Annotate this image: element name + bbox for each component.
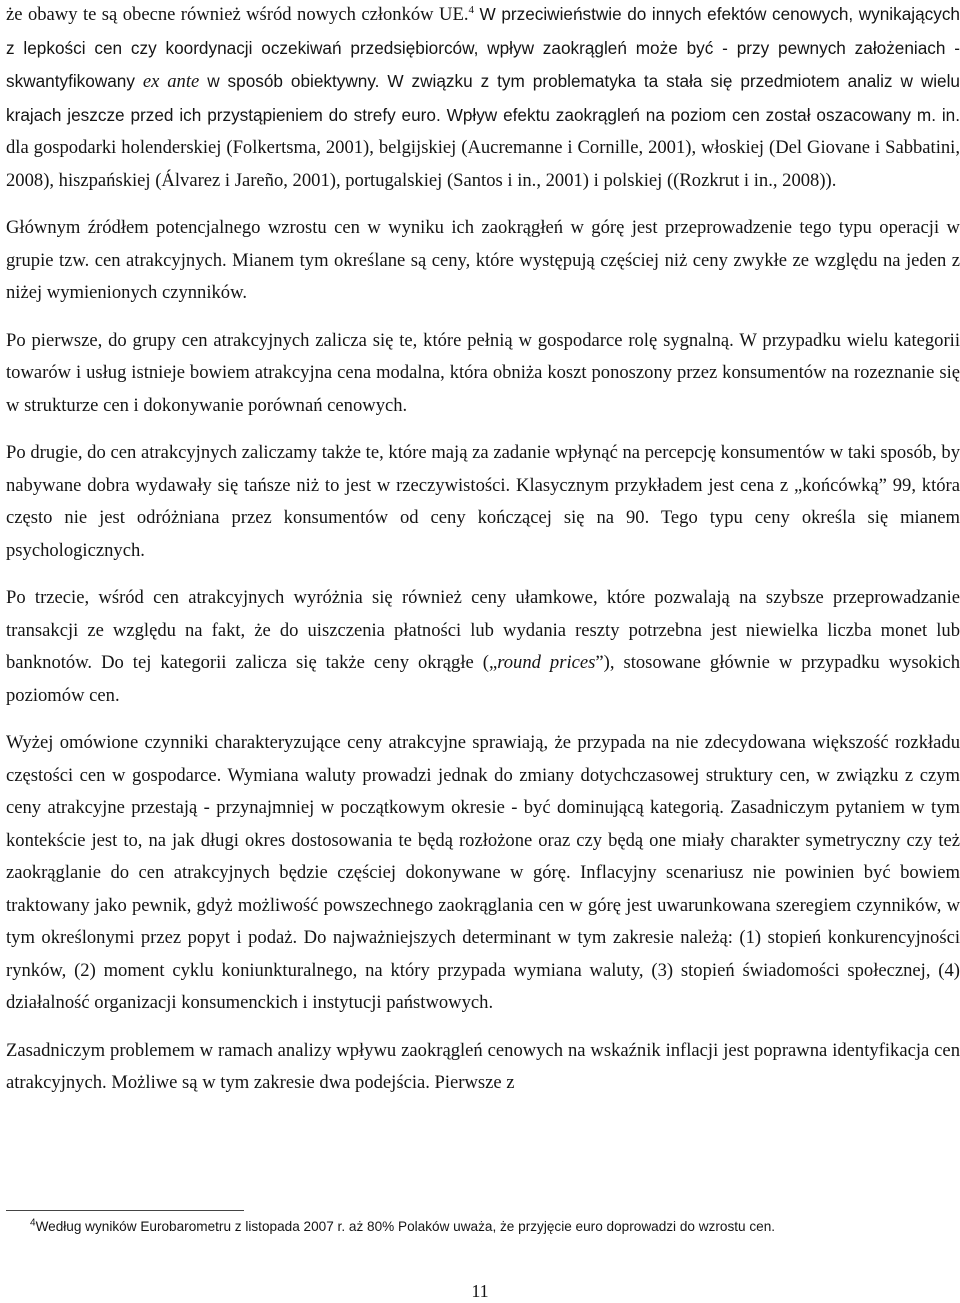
paragraph bbox=[6, 582, 960, 712]
footnote-reference: 4 bbox=[468, 3, 474, 16]
text-segment: ”), stosowane głównie w przypadku wysokich poziomów cen. bbox=[6, 652, 960, 706]
text-segment: w sposób obiektywny. bbox=[199, 71, 380, 91]
paragraph bbox=[6, 1035, 960, 1100]
text-segment: W związku z tym problematyka ta stała się przedmiotem analiz w wielu krajach jeszcze przed ich przystąpieniem do strefy euro. Wpływ efektu zaokrągleń na poziom cen został oszacowany m. in. bbox=[6, 71, 960, 125]
footnote-number: 4 bbox=[30, 1217, 36, 1229]
page-number: 11 bbox=[471, 1281, 489, 1301]
paragraph bbox=[6, 212, 960, 310]
text-segment: Po trzecie, wśród cen atrakcyjnych wyróżnia się również ceny ułamkowe, które pozwalają na szybsze przeprowadzanie transakcji ze względu na fakt, że do uiszczenia płatności lub wydania reszty potrzebna jest niewielka liczba monet lub banknotów. Do tej kategorii zalicza się także ceny okrągłe („ bbox=[6, 587, 960, 673]
footnote-rule bbox=[6, 1210, 244, 1211]
text-segment: Głównym źródłem potencjalnego wzrostu cen w wyniku ich zaokrągłeń w górę jest przeprowadzenie tego typu operacji w grupie tzw. cen atrakcyjnych. Mianem tym określane są ceny, które występują częściej niż ceny zwykłe ze względu na jeden z niżej wymienionych czynników. bbox=[6, 217, 960, 303]
italic-phrase: round prices bbox=[497, 652, 596, 673]
text-segment: że obawy te są obecne również wśród nowych członków UE. bbox=[6, 4, 469, 25]
paragraph bbox=[6, 437, 960, 567]
paragraph bbox=[6, 0, 960, 197]
paragraph bbox=[6, 727, 960, 1020]
text-segment: Po pierwsze, do grupy cen atrakcyjnych zalicza się te, które pełnią w gospodarce rolę sygnalną. W przypadku wielu kategorii towarów i usług istnieje bowiem atrakcyjna cena modalna, która obniża koszt ponoszony przez konsumentów na rozeznanie się w strukturze cen i dokonywanie porównań cenowych. bbox=[6, 329, 960, 416]
body-text bbox=[6, 0, 960, 1115]
paragraph bbox=[6, 325, 960, 423]
footnote bbox=[6, 1217, 956, 1237]
text-segment: Wyżej omówione czynniki charakteryzujące ceny atrakcyjne sprawiają, że przypada na nie zdecydowana większość rozkładu częstości cen w gospodarce. Wymiana waluty prowadzi jednak do zmiany dotychczasowej struktury cen, w związku z czym ceny atrakcyjne przestają - przynajmniej w początkowym okresie - być dominującą kategorią. Zasadniczym pytaniem w tym kontekście jest to, na jak długi okres dostosowania te będą rozłożone oraz czy będą one miały charakter symetryczny czy też zaokrąglanie do cen atrakcyjnych będzie częściej dokonywane w górę. Inflacyjny scenariusz nie powinien być bowiem traktowany jako pewnik, gdyż możliwość powszechnego zaokrąglania cen w górę jest uwarunkowana szeregiem czynników, w tym określonymi przez popyt i podaż. Do najważniejszych determinant w tym zakresie należą: (1) stopień konkurencyjności rynków, (2) moment cyklu koniunkturalnego, na który przypada wymiana waluty, (3) stopień świadomości społecznej, (4) działalność organizacji konsumenckich i instytucji państwowych. bbox=[6, 732, 960, 1013]
text-segment: Zasadniczym problemem w ramach analizy wpływu zaokrągleń cenowych na wskaźnik inflacji jest poprawna identyfikacja cen atrakcyjnych. Możliwe są w tym zakresie dwa podejścia. Pierwsze z bbox=[6, 1039, 960, 1093]
text-segment: dla gospodarki holenderskiej (Folkertsma, 2001), belgijskiej (Aucremanne i Cornille, 2001), włoskiej (Del Giovane i Sabbatini, 2008), hiszpańskiej (Álvarez i Jareño, 2001), portugalskiej (Santos i in., 2001) i polskiej ((Rozkrut i in., 2008)). bbox=[6, 137, 960, 191]
footnote-text: Według wyników Eurobarometru z listopada 2007 r. aż 80% Polaków uważa, że przyjęcie euro doprowadzi do wzrostu cen. bbox=[35, 1219, 776, 1234]
text-segment: W przeciwieństwie do innych efektów cenowych, wynikających z lepkości cen czy koordynacji oczekiwań przedsiębiorców, wpływ zaokrągleń może być - przy pewnych założeniach - skwantyfikowany bbox=[6, 4, 960, 91]
text-segment: Po drugie, do cen atrakcyjnych zaliczamy także te, które mają za zadanie wpłynąć na percepcję konsumentów w taki sposób, by nabywane dobra wydawały się tańsze niż to jest w rzeczywistości. Klasycznym przykładem jest cena z „końcówką” 99, która często nie jest odróżniana przez konsumentów od ceny kończącej się na 90. Tego typu ceny określa się mianem psychologicznych. bbox=[6, 442, 960, 561]
italic-phrase: ex ante bbox=[142, 71, 200, 92]
